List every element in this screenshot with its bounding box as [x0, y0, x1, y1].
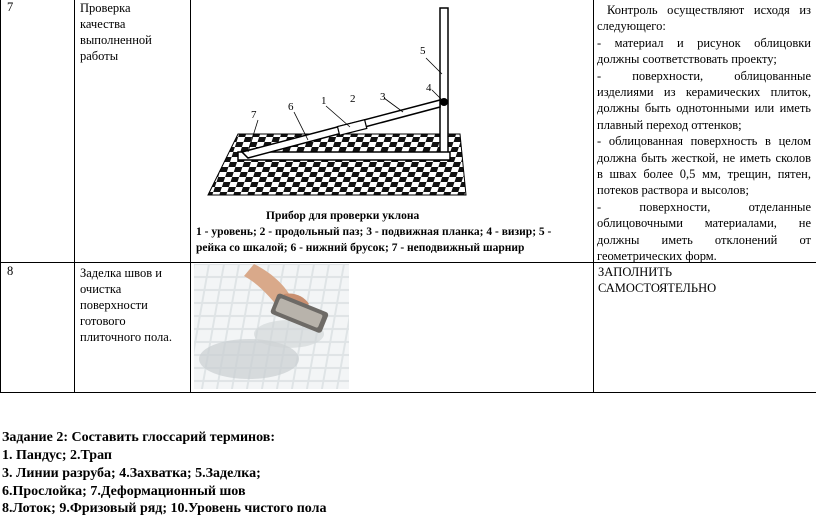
- stage-line: плиточного пола.: [80, 330, 172, 344]
- stage-name: [80, 265, 172, 345]
- description-paragraph: Контроль осуществляют исходя из следующего:: [597, 3, 811, 34]
- description-line: САМОСТОЯТЕЛЬНО: [598, 281, 717, 295]
- glossary-line: 8.Лоток; 9.Фризовый ряд; 10.Уровень чистого пола: [2, 501, 327, 516]
- grouting-photo: [194, 264, 349, 389]
- callout-3: 3: [380, 91, 386, 103]
- figure-caption-line: рейка со шкалой; 6 - нижний брусок; 7 - неподвижный шарнир: [196, 242, 525, 254]
- callout-6: 6: [288, 101, 294, 113]
- table-col-rule-4: [593, 0, 594, 393]
- callout-5: 5: [420, 45, 426, 57]
- table-rule-bottom: [0, 392, 816, 393]
- glossary-line: 6.Прослойка; 7.Деформационный шов: [2, 484, 246, 499]
- description-paragraph: - облицованная поверхность в целом должна быть жесткой, не иметь сколов в швах более 0,5 мм, трещин, пятен, потеков раствора и высолов;: [597, 134, 811, 198]
- level: [337, 120, 366, 136]
- checkered-floor: [208, 134, 466, 195]
- table-col-rule-2: [74, 0, 75, 393]
- description-paragraph: - поверхности, отделанные облицовочными материалами, не должны иметь отклонений от геометрических форм.: [597, 199, 811, 264]
- description-paragraph: - материал и рисунок облицовки должны соответствовать проекту;: [597, 35, 811, 67]
- stage-line: работы: [80, 49, 119, 63]
- row8-description: [598, 264, 716, 296]
- glossary-line: 3. Линии разруба; 4.Захватка; 5.Заделка;: [2, 466, 261, 481]
- stage-line: Заделка швов и: [80, 266, 162, 280]
- table-col-rule-3: [190, 0, 191, 393]
- glossary-line: 1. Пандус; 2.Трап: [2, 448, 112, 463]
- stage-line: выполненной: [80, 33, 152, 47]
- bottom-bar: [238, 152, 450, 160]
- callout-2: 2: [350, 93, 356, 105]
- stage-line: очистка: [80, 282, 122, 296]
- stage-name: [80, 0, 152, 64]
- callout-4: 4: [426, 82, 432, 94]
- description-paragraph: - поверхности, облицованные изделиями из керамических плиток, должны быть однотонными или иметь плавный переход оттенков;: [597, 68, 811, 132]
- stage-line: качества: [80, 17, 126, 31]
- quality-control-description: [597, 2, 811, 265]
- table-col-rule-1: [0, 0, 1, 393]
- row-number: 8: [7, 264, 14, 278]
- description-line: ЗАПОЛНИТЬ: [598, 265, 673, 279]
- scale-rail: [440, 8, 448, 160]
- figure-caption-line: 1 - уровень; 2 - продольный паз; 3 - подвижная планка; 4 - визир; 5 -: [196, 226, 552, 238]
- stage-line: поверхности: [80, 298, 148, 312]
- callout-1: 1: [321, 95, 327, 107]
- glossary-task: Задание 2: Составить глоссарий терминов:: [2, 430, 275, 445]
- row-number: 7: [7, 0, 14, 14]
- figure-caption-title: Прибор для проверки уклона: [266, 210, 420, 222]
- callout-7: 7: [251, 109, 257, 121]
- slope-device-illustration: [198, 2, 473, 202]
- stage-line: Проверка: [80, 1, 131, 15]
- stage-line: готового: [80, 314, 126, 328]
